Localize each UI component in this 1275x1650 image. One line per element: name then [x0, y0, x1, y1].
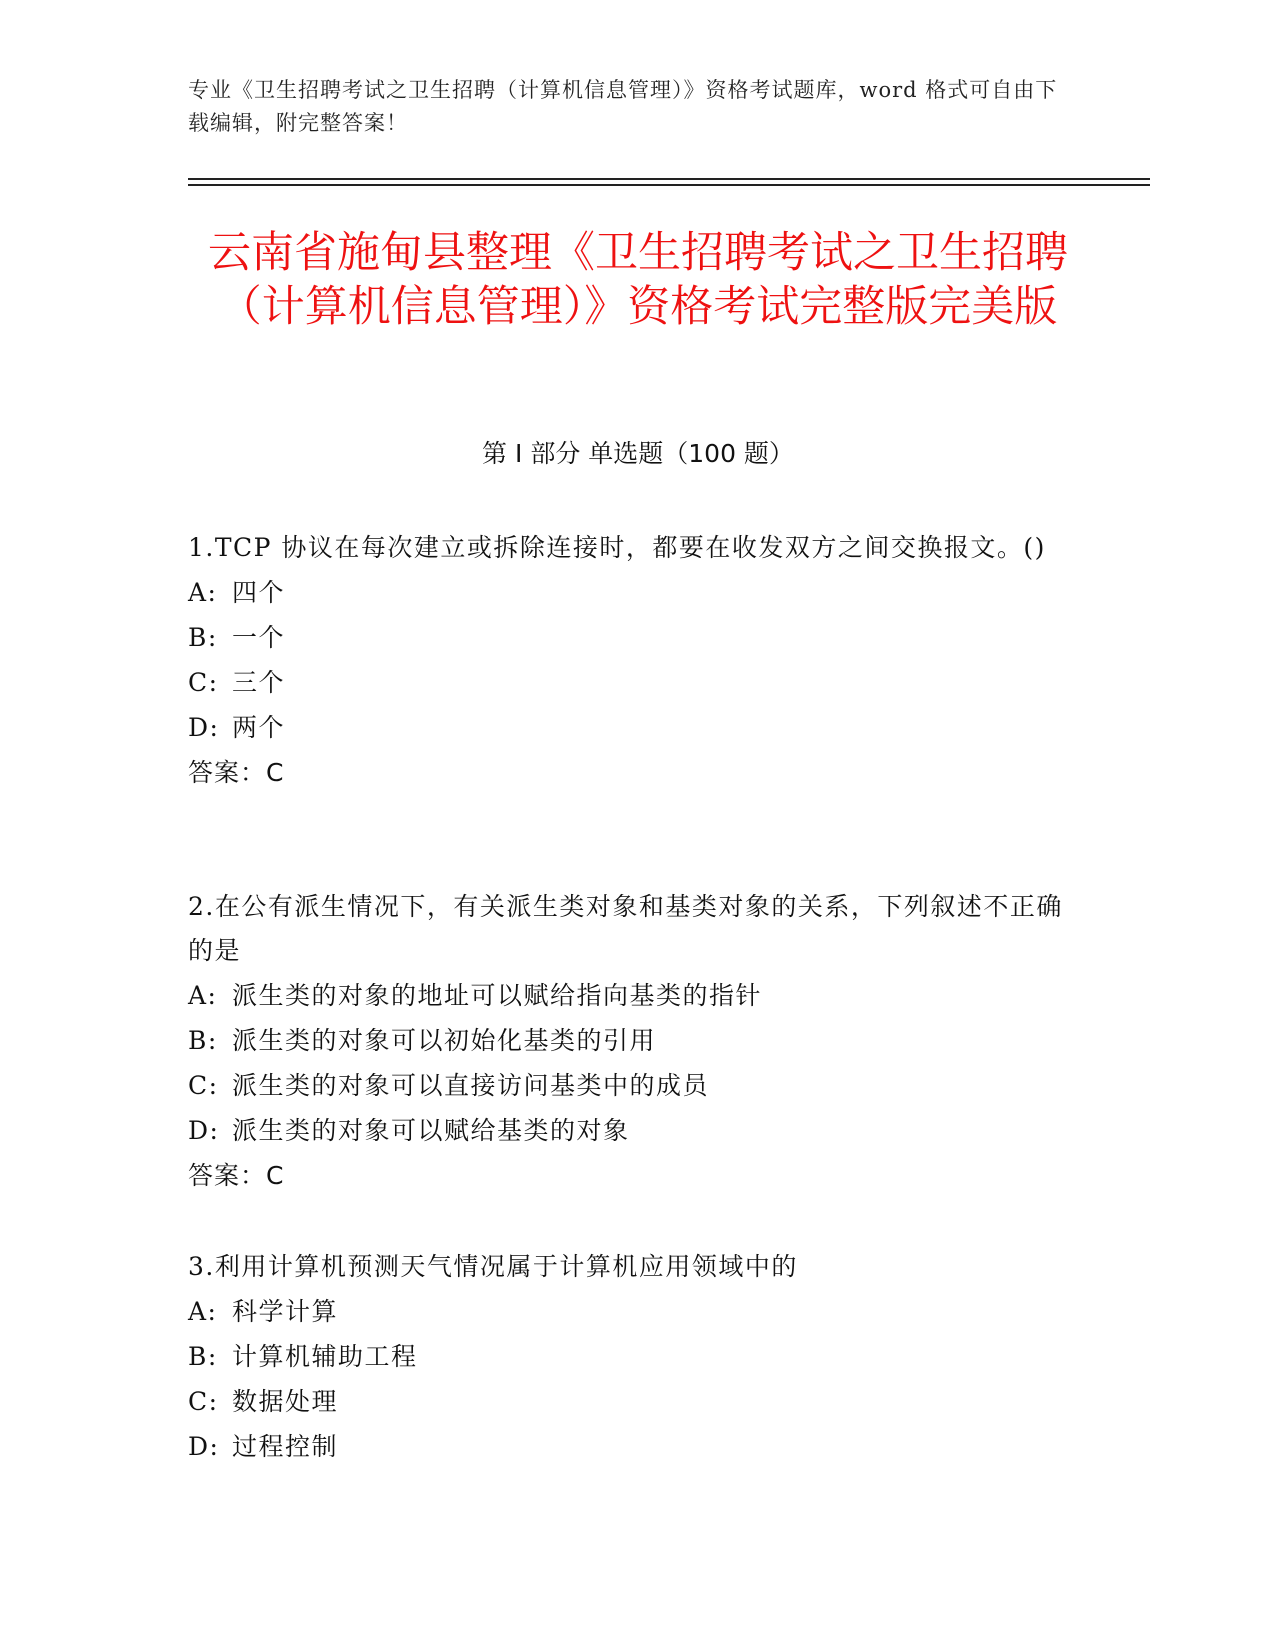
option-key: C: — [188, 1387, 219, 1416]
question-stem: 3.利用计算机预测天气情况属于计算机应用领域中的 — [188, 1252, 798, 1281]
option-c — [188, 1063, 1068, 1108]
answer-line: 答案：C — [188, 758, 285, 787]
option-list — [188, 570, 1068, 750]
option-key: B: — [188, 623, 218, 652]
option-key: A: — [188, 981, 218, 1010]
option-a — [188, 1289, 1068, 1334]
option-text: 三个 — [232, 668, 286, 697]
option-key: D: — [188, 713, 220, 742]
option-c — [188, 660, 1068, 705]
option-d — [188, 1424, 1068, 1469]
option-d — [188, 1108, 1068, 1153]
option-text: 派生类的对象可以直接访问基类中的成员 — [232, 1071, 710, 1100]
header-note: 专业《卫生招聘考试之卫生招聘（计算机信息管理）》资格考试题库，word 格式可自由下载编辑，附完整答案！ — [188, 78, 1058, 135]
option-key: A: — [188, 578, 218, 607]
option-d — [188, 705, 1068, 750]
option-key: B: — [188, 1342, 218, 1371]
option-key: A: — [188, 1297, 218, 1326]
option-list — [188, 973, 1068, 1153]
option-text: 一个 — [232, 623, 286, 652]
question-stem: 2.在公有派生情况下，有关派生类对象和基类对象的关系，下列叙述不正确的是 — [188, 892, 1063, 965]
option-text: 过程控制 — [232, 1432, 339, 1461]
option-text: 四个 — [232, 578, 286, 607]
option-list — [188, 1289, 1068, 1469]
option-a — [188, 973, 1068, 1018]
document-title: 云南省施甸县整理《卫生招聘考试之卫生招聘（计算机信息管理）》资格考试完整版完美版 — [208, 228, 1068, 332]
option-key: C: — [188, 1071, 219, 1100]
option-text: 数据处理 — [232, 1387, 339, 1416]
section-heading: 第 I 部分 单选题（100 题） — [482, 439, 794, 468]
option-c — [188, 1379, 1068, 1424]
header-divider-top — [188, 178, 1150, 180]
option-key: D: — [188, 1116, 220, 1145]
option-text: 派生类的对象可以赋给基类的对象 — [232, 1116, 630, 1145]
question-stem: 1.TCP 协议在每次建立或拆除连接时，都要在收发双方之间交换报文。() — [188, 533, 1046, 562]
header-divider-bottom — [188, 184, 1150, 186]
option-text: 派生类的对象可以初始化基类的引用 — [232, 1026, 657, 1055]
option-b — [188, 1334, 1068, 1379]
option-key: D: — [188, 1432, 220, 1461]
option-b — [188, 615, 1068, 660]
question-1 — [188, 526, 1068, 796]
option-text: 计算机辅助工程 — [232, 1342, 418, 1371]
option-text: 派生类的对象的地址可以赋给指向基类的指针 — [232, 981, 763, 1010]
option-a — [188, 570, 1068, 615]
answer-line: 答案：C — [188, 1161, 285, 1190]
option-text: 科学计算 — [232, 1297, 339, 1326]
question-2 — [188, 885, 1068, 1199]
option-text: 两个 — [232, 713, 286, 742]
option-b — [188, 1018, 1068, 1063]
option-key: B: — [188, 1026, 218, 1055]
option-key: C: — [188, 668, 219, 697]
question-3 — [188, 1245, 1068, 1469]
